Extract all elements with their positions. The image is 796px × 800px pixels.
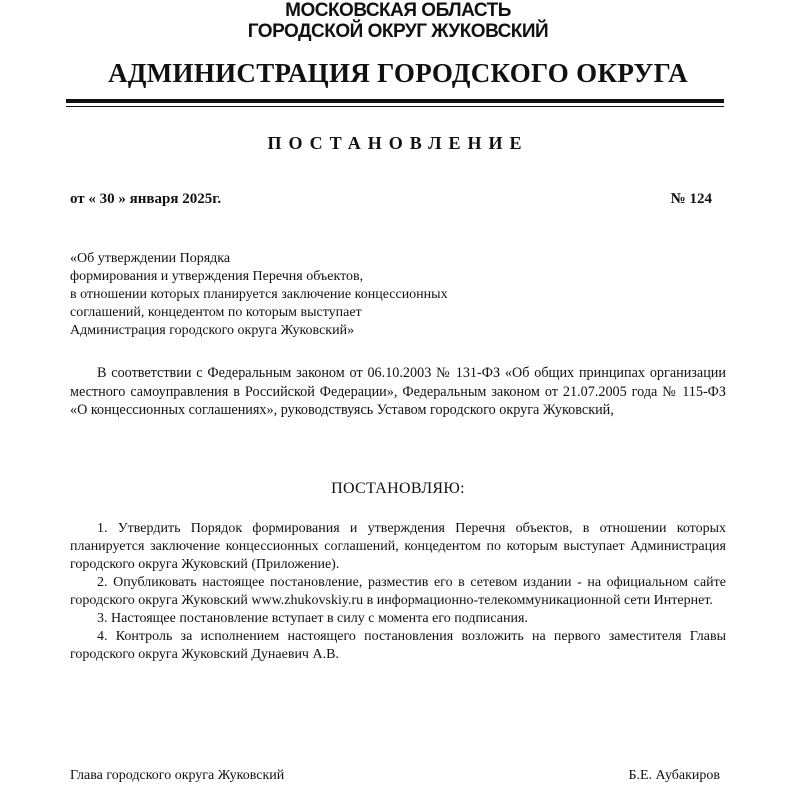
header-rule-thin [66,106,724,107]
document-date: от « 30 » января 2025г. [70,191,222,207]
signatory-name: Б.Е. Аубакиров [628,768,720,783]
subject-line: Администрация городского округа Жуковский» [70,323,355,338]
document-type: ПОСТАНОВЛЕНИЕ [267,133,529,153]
subject-line: в отношении которых планируется заключение концессионных [70,287,448,302]
decree-items [70,520,726,664]
decree-item: 3. Настоящее постановление вступает в силу с момента его подписания. [97,611,528,626]
signatory-title: Глава городского округа Жуковский [70,768,285,783]
subject-line: формирования и утверждения Перечня объектов, [70,269,364,284]
header-region: МОСКОВСКАЯ ОБЛАСТЬ [285,0,511,21]
header-district: ГОРОДСКОЙ ОКРУГ ЖУКОВСКИЙ [247,21,549,42]
document-number: № 124 [670,191,712,207]
subject-line: «Об утверждении Порядка [70,251,231,266]
decree-item: 1. Утвердить Порядок формирования и утверждения Перечня объектов, в отношении которых планируется заключение концессионных соглашений, концедентом по которым выступает Администрация городского округа Жуковский (Приложение). [70,521,726,572]
decree-item: 4. Контроль за исполнением настоящего постановления возложить на первого заместителя Главы городского округа Жуковский Дунаевич А.В. [70,629,726,662]
document-subject [70,250,570,340]
subject-line: соглашений, концедентом по которым выступает [70,305,362,320]
preamble-paragraph: В соответствии с Федеральным законом от 06.10.2003 № 131-ФЗ «Об общих принципах организации местного самоуправления в Российской Федерации», Федеральным законом от 21.07.2005 года № 115-ФЗ «О концессионных соглашениях», руководствуясь Уставом городского округа Жуковский, [70,365,726,418]
header-administration: АДМИНИСТРАЦИЯ ГОРОДСКОГО ОКРУГА [108,58,688,88]
header-rule-thick [66,99,724,103]
decree-heading: ПОСТАНОВЛЯЮ: [331,480,465,497]
decree-item: 2. Опубликовать настоящее постановление, разместив его в сетевом издании - на официальном сайте городского округа Жуковский www.zhukovskiy.ru в информационно-телекоммуникационной сети Интернет. [70,575,726,608]
